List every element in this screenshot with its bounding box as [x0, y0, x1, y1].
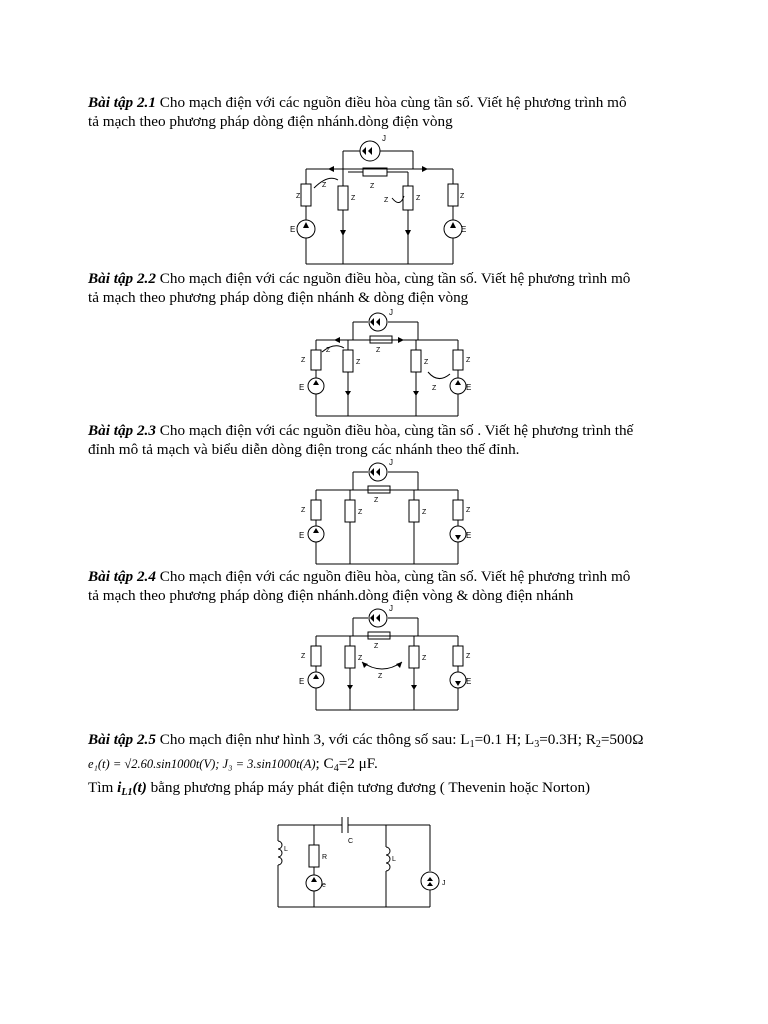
exercise-2-3-title: Bài tập 2.3: [88, 422, 156, 439]
label-e5: E: [461, 225, 467, 234]
exercise-2-5-statement: Cho mạch điện như hình 3, với các thông số sau: L: [155, 731, 470, 748]
label-z3: Z: [374, 497, 379, 504]
text-method: bằng phương pháp máy phát điện tương đương ( Thevenin hoặc Norton): [146, 779, 591, 796]
exercise-2-2-statement: Cho mạch điện với các nguồn điều hòa, cùng tần số. Viết hệ phương trình mô: [155, 270, 631, 287]
label-z3: Z: [374, 643, 379, 650]
r2-resistor: [309, 845, 319, 867]
label-e1: E: [299, 531, 305, 540]
label-e1: E: [299, 677, 305, 686]
sub-l3: 3: [534, 739, 540, 750]
exercise-2-2-line1: [88, 269, 688, 288]
circuit-2-2: [298, 310, 480, 418]
z1-resistor: [311, 646, 321, 666]
find-variable-t: (t): [132, 779, 147, 796]
label-z5: Z: [466, 357, 471, 364]
exercise-2-2-title: Bài tập 2.2: [88, 270, 156, 287]
l3-inductor: [386, 847, 390, 871]
exercise-2-2-text: [88, 269, 688, 307]
text-c4: ; C: [315, 755, 334, 772]
label-e5: E: [466, 677, 472, 686]
z2-resistor: [343, 350, 353, 372]
z4-resistor: [409, 646, 419, 668]
label-z12: Z: [322, 182, 327, 189]
exercise-2-5-line3: [88, 778, 688, 802]
label-z1: Z: [301, 357, 306, 364]
exercise-2-1-text: [88, 93, 688, 131]
exercise-2-4-text: [88, 567, 688, 605]
text-r2: =0.3H; R: [539, 731, 596, 748]
z2-resistor: [338, 186, 348, 210]
exercise-2-4-title: Bài tập 2.4: [88, 568, 156, 585]
z5-resistor: [453, 350, 463, 370]
z4-resistor: [411, 350, 421, 372]
z4-resistor: [409, 500, 419, 522]
exercise-2-5-line1: [88, 730, 688, 754]
label-z4: Z: [422, 509, 427, 516]
z5-resistor: [448, 184, 458, 206]
label-l3: L: [392, 856, 396, 863]
label-e2: e: [322, 882, 326, 889]
label-z1: Z: [296, 193, 301, 200]
label-z1: Z: [301, 507, 306, 514]
z1-resistor: [311, 500, 321, 520]
exercise-2-3-statement: Cho mạch điện với các nguồn điều hòa, cùng tần số . Viết hệ phương trình thế: [155, 422, 634, 439]
label-z12: Z: [326, 347, 331, 354]
label-z1: Z: [301, 653, 306, 660]
text-l3: =0.1 H; L: [474, 731, 535, 748]
l1-inductor: [278, 841, 282, 865]
exercise-2-4-line1: [88, 567, 688, 586]
label-j: J: [382, 134, 386, 143]
circuit-2-1: [288, 136, 488, 264]
exercise-2-3-line1: [88, 421, 688, 440]
label-z3: Z: [370, 183, 375, 190]
z1-resistor: [311, 350, 321, 370]
exercise-2-1-line1: [88, 93, 688, 112]
exercise-2-1-line2: tả mạch theo phương pháp dòng điện nhánh.dòng điện vòng: [88, 113, 453, 130]
z4-resistor: [403, 186, 413, 210]
label-z2: Z: [358, 655, 363, 662]
text-c4-value: =2 μF.: [338, 755, 378, 772]
z5-resistor: [453, 646, 463, 666]
label-z3: Z: [376, 347, 381, 354]
label-z34: Z: [384, 197, 389, 204]
exercise-2-4-statement: Cho mạch điện với các nguồn điều hòa, cùng tần số. Viết hệ phương trình mô: [155, 568, 631, 585]
exercise-2-5-text: [88, 730, 688, 802]
z1-resistor: [301, 184, 311, 206]
find-variable-sub: L1: [121, 787, 133, 798]
circuit-2-4: [298, 606, 480, 712]
label-z5: Z: [460, 193, 465, 200]
exercise-2-3-line2: đỉnh mô tả mạch và biểu diễn dòng điện trong các nhánh theo thế đỉnh.: [88, 441, 520, 458]
sub-c4: 4: [333, 763, 339, 774]
exercise-2-1-statement: Cho mạch điện với các nguồn điều hòa cùng tần số. Viết hệ phương trình mô: [155, 94, 627, 111]
label-j: J: [389, 604, 393, 613]
label-l1: L: [284, 846, 288, 853]
label-e1: E: [290, 225, 296, 234]
label-z45: Z: [432, 385, 437, 392]
label-j3: J: [442, 880, 446, 887]
label-z2: Z: [358, 509, 363, 516]
label-e1: E: [299, 383, 305, 392]
find-variable: i: [117, 779, 122, 796]
label-z2: Z: [356, 359, 361, 366]
z2-resistor: [345, 500, 355, 522]
source-formula: e₁(t) = √2.60.sin1000t(V); J₃ = 3.sin1000t(A): [88, 757, 316, 771]
label-z24: Z: [378, 673, 383, 680]
label-j: J: [389, 458, 393, 467]
label-z5: Z: [466, 507, 471, 514]
exercise-2-1-title: Bài tập 2.1: [88, 94, 156, 111]
exercise-2-2-line2: tả mạch theo phương pháp dòng điện nhánh & dòng điện vòng: [88, 289, 469, 306]
z2-resistor: [345, 646, 355, 668]
z5-resistor: [453, 500, 463, 520]
label-e5: E: [466, 383, 472, 392]
label-r2: R: [322, 854, 328, 861]
text-r2-value: =500Ω: [600, 731, 644, 748]
label-z4: Z: [422, 655, 427, 662]
exercise-2-4-line2: tả mạch theo phương pháp dòng điện nhánh.dòng điện vòng & dòng điện nhánh: [88, 587, 574, 604]
label-z2: Z: [351, 195, 356, 202]
circuit-2-5: [272, 815, 446, 911]
sub-r2: 2: [595, 739, 601, 750]
label-z5: Z: [466, 653, 471, 660]
label-e5: E: [466, 531, 472, 540]
label-j: J: [389, 308, 393, 317]
label-z4: Z: [416, 195, 421, 202]
exercise-2-5-line2: [88, 754, 688, 778]
exercise-2-5-title: Bài tập 2.5: [88, 731, 156, 748]
sub-l1: 1: [469, 739, 475, 750]
exercise-2-3-text: [88, 421, 688, 459]
label-z4: Z: [424, 359, 429, 366]
text-find: Tìm: [88, 779, 118, 796]
label-c4: C: [348, 838, 354, 845]
circuit-2-3: [298, 460, 480, 566]
